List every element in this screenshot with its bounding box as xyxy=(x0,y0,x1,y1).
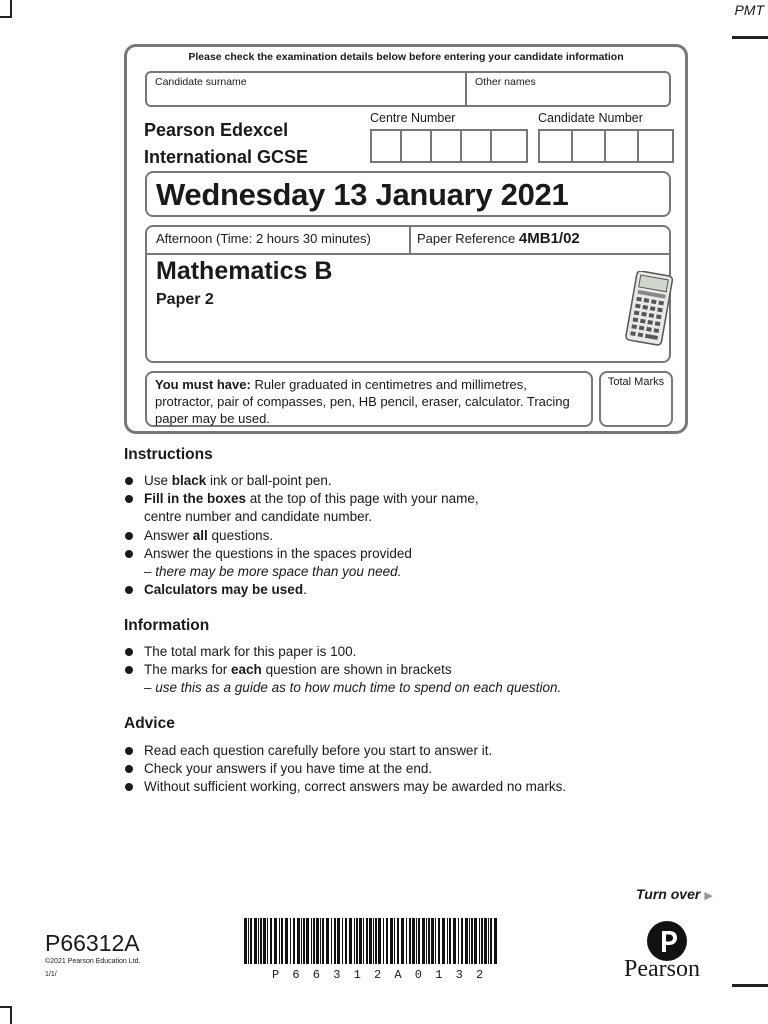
digit-box[interactable] xyxy=(492,131,522,161)
name-divider xyxy=(465,73,467,105)
barcode-text: P66312A0132 xyxy=(272,968,497,982)
instruction-text: questions. xyxy=(207,527,274,543)
surname-label: Candidate surname xyxy=(155,76,247,88)
total-marks-label: Total Marks xyxy=(607,376,665,388)
instruction-emphasis: Calculators may be used xyxy=(144,582,304,598)
calculator-icon xyxy=(623,271,675,347)
bullet-icon xyxy=(125,532,133,540)
paper-code: P66312A xyxy=(45,930,140,956)
information-text: The marks for xyxy=(144,662,232,678)
digit-box[interactable] xyxy=(432,131,462,161)
list-item xyxy=(124,527,664,545)
exam-date-box xyxy=(145,171,671,217)
list-item xyxy=(124,778,664,796)
paper-reference-code: 4MB1/02 xyxy=(518,230,580,247)
digit-box[interactable] xyxy=(402,131,432,161)
must-have-text: Ruler graduated in centimetres and millimetres, protractor, pair of compasses, pen, HB pencil, eraser, calculator. Tracing paper may be used. xyxy=(155,377,570,426)
instruction-emphasis: black xyxy=(171,473,207,488)
crop-mark xyxy=(0,1006,12,1008)
bullet-icon xyxy=(125,765,133,773)
crop-mark xyxy=(10,1006,12,1024)
instruction-text: Answer the questions in the spaces provided xyxy=(144,545,412,561)
brand-line-2: International GCSE xyxy=(144,147,309,167)
instruction-text: Use xyxy=(144,473,172,488)
list-item xyxy=(124,760,664,778)
copyright: ©2021 Pearson Education Ltd. xyxy=(45,958,141,965)
margin-bar xyxy=(732,984,768,987)
instructions-heading: Instructions xyxy=(124,446,213,463)
centre-number-boxes[interactable] xyxy=(370,129,528,163)
barcode-icon xyxy=(240,918,504,968)
candidate-number-label: Candidate Number xyxy=(538,111,643,125)
exam-date: Wednesday 13 January 2021 xyxy=(156,177,569,212)
brand-line-1: Pearson Edexcel xyxy=(144,120,289,140)
instruction-note: – there may be more space than you need. xyxy=(144,564,402,580)
advice-text: Without sufficient working, correct answers may be awarded no marks. xyxy=(144,779,567,795)
bullet-icon xyxy=(125,495,133,503)
advice-text: Read each question carefully before you start to answer it. xyxy=(144,743,493,758)
list-item xyxy=(124,581,664,599)
other-names-label: Other names xyxy=(475,76,536,88)
session-time: Afternoon (Time: 2 hours 30 minutes) xyxy=(156,231,371,246)
must-have-label: You must have: xyxy=(155,377,251,392)
bullet-icon xyxy=(125,666,133,674)
instructions-list xyxy=(124,472,664,599)
instruction-text: centre number and candidate number. xyxy=(144,509,373,525)
bullet-icon xyxy=(125,648,133,656)
publisher-name: Pearson xyxy=(624,956,700,982)
instruction-text: at the top of this page with your name, xyxy=(246,491,479,507)
list-item xyxy=(124,472,664,490)
subject-box xyxy=(145,225,671,363)
crop-mark xyxy=(0,16,12,18)
advice-list xyxy=(124,742,664,797)
must-have-box xyxy=(145,371,593,427)
list-item xyxy=(124,643,664,661)
information-text: question are shown in brackets xyxy=(261,662,452,678)
advice-heading: Advice xyxy=(124,715,175,732)
total-marks-box xyxy=(599,371,673,427)
list-item xyxy=(124,742,664,760)
bullet-icon xyxy=(125,586,133,594)
check-note: Please check the examination details below before entering your candidate information xyxy=(188,51,624,63)
list-item xyxy=(124,545,664,581)
instruction-text: . xyxy=(303,582,307,598)
margin-bar xyxy=(732,36,768,39)
information-emphasis: each xyxy=(231,662,262,678)
digit-box[interactable] xyxy=(573,131,606,161)
information-list xyxy=(124,643,664,698)
paper-number: Paper 2 xyxy=(156,291,214,308)
turn-over-text: Turn over xyxy=(636,886,701,902)
digit-box[interactable] xyxy=(606,131,639,161)
digit-box[interactable] xyxy=(639,131,672,161)
turn-over-link xyxy=(636,886,713,902)
bullet-icon xyxy=(125,783,133,791)
paper-reference xyxy=(417,230,580,247)
list-item xyxy=(124,661,664,697)
session-divider xyxy=(409,227,411,253)
information-heading: Information xyxy=(124,617,210,634)
digit-box[interactable] xyxy=(462,131,492,161)
candidate-name-box[interactable] xyxy=(145,71,671,107)
digit-box[interactable] xyxy=(372,131,402,161)
instruction-emphasis: all xyxy=(192,527,208,543)
instruction-emphasis: Fill in the boxes xyxy=(144,491,247,507)
candidate-details-panel xyxy=(124,44,688,434)
session-row xyxy=(147,227,669,255)
bullet-icon xyxy=(125,550,133,558)
watermark: PMT xyxy=(734,2,764,18)
instruction-text: Answer xyxy=(144,527,193,543)
advice-text: Check your answers if you have time at the end. xyxy=(144,761,433,777)
paper-reference-label: Paper Reference xyxy=(417,231,516,246)
information-note: – use this as a guide as to how much time to spend on each question. xyxy=(144,680,562,696)
information-text: The total mark for this paper is 100. xyxy=(144,644,357,659)
arrow-right-icon: ▶ xyxy=(704,890,713,902)
bullet-icon xyxy=(125,477,133,485)
bullet-icon xyxy=(125,747,133,755)
instruction-text: ink or ball-point pen. xyxy=(206,473,332,488)
candidate-number-boxes[interactable] xyxy=(538,129,674,163)
print-code: 1/1/ xyxy=(45,971,57,978)
subject-name: Mathematics B xyxy=(156,257,333,285)
digit-box[interactable] xyxy=(540,131,573,161)
list-item xyxy=(124,490,664,526)
centre-number-label: Centre Number xyxy=(370,111,456,125)
